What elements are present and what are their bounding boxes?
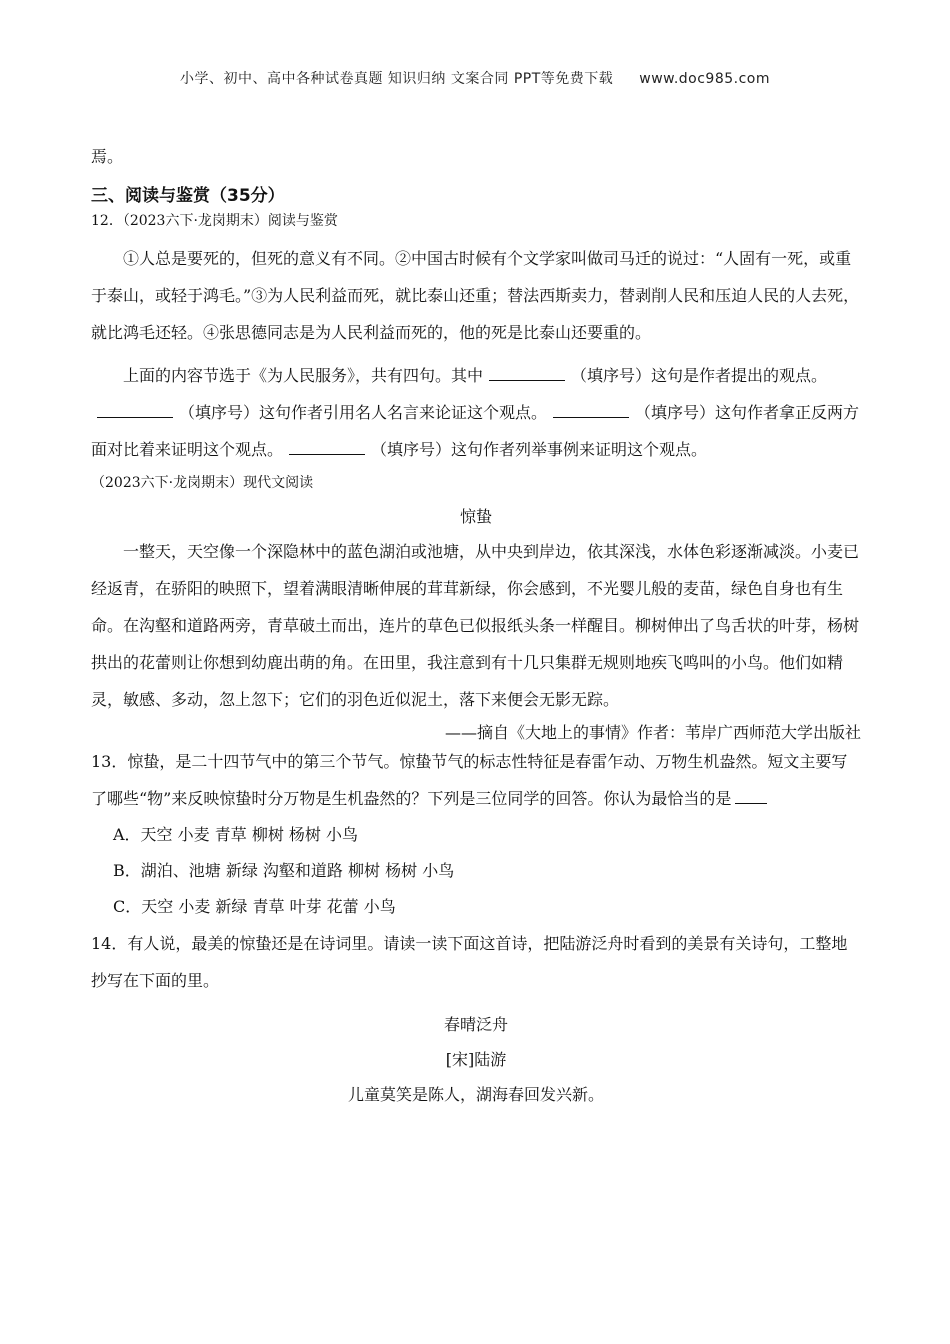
reading-passage: 一整天，天空像一个深隐林中的蓝色湖泊或池塘，从中央到岸边，依其深浅，水体色彩逐渐减淡。小麦已经返青，在骄阳的映照下，望着满眼清晰伸展的茸茸新绿，你会感到，不光婴儿般的麦苗，绿色自身也有生命。在沟壑和道路两旁，青草破土而出，连片的草色已似报纸头条一样醒目。柳树伸出了鸟舌状的叶芽，杨树拱出的花蕾则让你想到幼鹿出萌的角。在田里，我注意到有十几只集群无规则地疾飞鸣叫的小鸟。他们如精灵，敏感、多动，忽上忽下；它们的羽色近似泥土，落下来便会无影无踪。 xyxy=(91,542,860,709)
q13-stem xyxy=(91,743,861,817)
reading-source: ——摘自《大地上的事情》作者：苇岸广西师范大学出版社 xyxy=(444,723,861,742)
q12-head: 12．（2023六下·龙岗期末）阅读与鉴赏 xyxy=(91,213,338,229)
continuation-text: 焉。 xyxy=(91,147,124,166)
page-header xyxy=(0,68,950,88)
q13-option-b: B．湖泊、池塘 新绿 沟壑和道路 柳树 杨树 小鸟 xyxy=(113,861,455,880)
poem-author: [宋]陆游 xyxy=(445,1050,507,1069)
q12-task-part1: 上面的内容节选于《为人民服务》，共有四句。其中 xyxy=(123,366,484,385)
header-site-link[interactable]: www.doc985.com xyxy=(639,71,771,87)
poem-line-1: 儿童莫笑是陈人，湖海春回发兴新。 xyxy=(347,1085,604,1104)
q12-blank-1[interactable] xyxy=(489,364,565,381)
q12-passage: ①人总是要死的，但死的意义有不同。②中国古时候有个文学家叫做司马迁的说过：“人固有一死，或重于泰山，或轻于鸿毛。”③为人民利益而死，就比泰山还重；替法西斯卖力，替剥削人民和压迫人民的人去死，就比鸿毛还轻。④张思德同志是为人民利益而死的，他的死是比泰山还要重的。 xyxy=(91,249,860,342)
q12-task-part2: （填序号）这句是作者提出的观点。 xyxy=(571,366,828,385)
q12-task-part5: （填序号）这句作者列举事例来证明这个观点。 xyxy=(371,440,708,459)
q12-blank-4[interactable] xyxy=(289,438,365,455)
q12-task-part3: （填序号）这句作者引用名人名言来论证这个观点。 xyxy=(179,403,548,422)
q13-stem-text: 13．惊蛰，是二十四节气中的第三个节气。惊蛰节气的标志性特征是春雷乍动、万物生机盎然。短文主要写了哪些“物”来反映惊蛰时分万物是生机盎然的？下列是三位同学的回答。你认为最恰当的是 xyxy=(91,752,848,808)
q13-option-c: C．天空 小麦 新绿 青草 叶芽 花蕾 小鸟 xyxy=(113,897,396,916)
q12-task-part4: （填序号）这句作者拿正反两方面对比着来证明这个观点。 xyxy=(91,403,860,459)
header-text: 小学、初中、高中各种试卷真题 知识归纳 文案合同 PPT等免费下载 xyxy=(179,71,614,87)
q14-stem: 14．有人说，最美的惊蛰还是在诗词里。请读一读下面这首诗，把陆游泛舟时看到的美景有关诗句，工整地抄写在下面的里。 xyxy=(91,934,848,990)
q13-option-a: A．天空 小麦 青草 柳树 杨树 小鸟 xyxy=(113,825,358,844)
q12-blank-2[interactable] xyxy=(97,401,173,418)
reading-title: 惊蛰 xyxy=(459,507,492,526)
poem-title: 春晴泛舟 xyxy=(443,1015,508,1034)
document-body xyxy=(91,140,861,1112)
q12-blank-3[interactable] xyxy=(553,401,629,418)
q12-task xyxy=(91,357,861,468)
section-title: 三、阅读与鉴赏（35分） xyxy=(91,186,285,206)
q13-answer-blank[interactable] xyxy=(735,787,767,804)
reading-head: （2023六下·龙岗期末）现代文阅读 xyxy=(91,475,314,491)
